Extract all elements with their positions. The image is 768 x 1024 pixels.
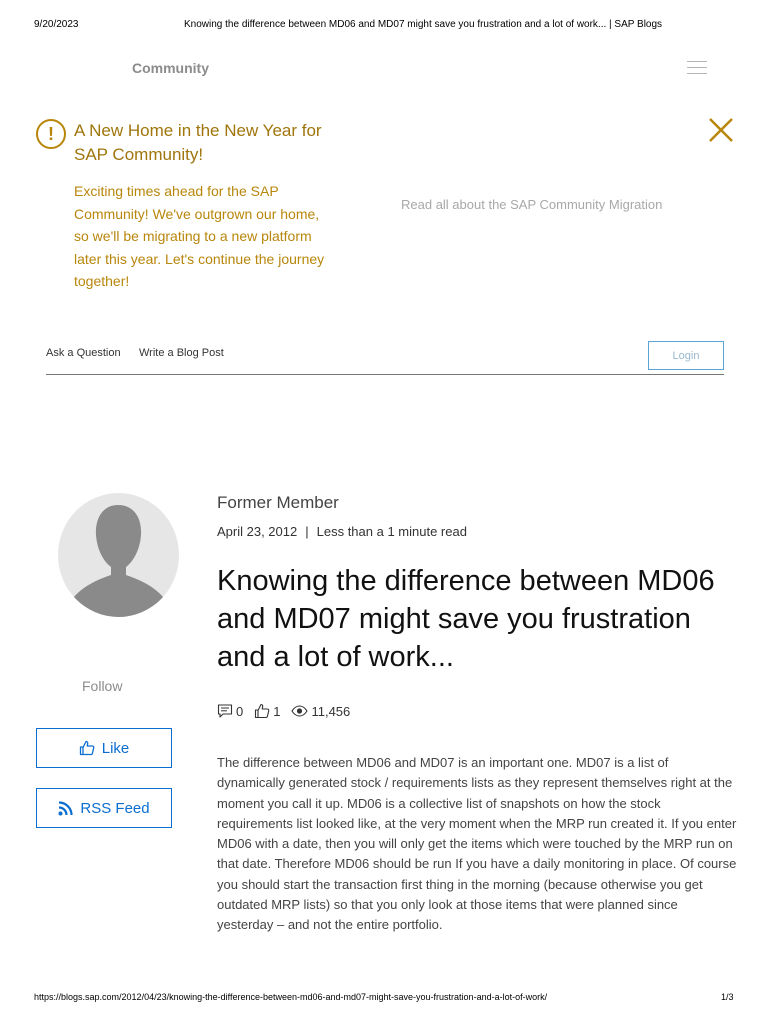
alert-circle-icon: !	[36, 119, 66, 149]
meta-separator: |	[305, 524, 309, 539]
print-title: Knowing the difference between MD06 and MD07 might save you frustration and a lot of work... | SAP Blogs	[184, 19, 663, 30]
banner-title: A New Home in the New Year for SAP Community!	[74, 121, 322, 164]
eye-icon	[291, 703, 308, 719]
like-count[interactable]	[254, 703, 280, 719]
write-blog-post-link[interactable]: Write a Blog Post	[139, 347, 224, 359]
follow-link[interactable]: Follow	[82, 678, 123, 694]
login-button[interactable]: Login	[648, 341, 724, 370]
author-name[interactable]: Former Member	[217, 493, 339, 512]
avatar	[58, 493, 179, 617]
comment-icon	[217, 703, 233, 719]
like-button[interactable]	[36, 728, 172, 768]
thumbs-up-icon	[79, 740, 95, 756]
banner-text: Exciting times ahead for the SAP Community! We've outgrown our home, so we'll be migrating to a new platform later this year. Let's continue the journey together!	[74, 183, 325, 289]
like-count-value: 1	[273, 703, 281, 719]
post-meta	[217, 524, 467, 539]
hamburger-icon[interactable]	[687, 61, 707, 75]
rss-label: RSS Feed	[80, 799, 150, 817]
comment-count[interactable]	[217, 703, 243, 719]
print-url: https://blogs.sap.com/2012/04/23/knowing-the-difference-between-md06-and-md07-might-save-you-frustration-and-a-lot-of-work/	[34, 992, 548, 1002]
read-time: Less than a 1 minute read	[316, 524, 467, 539]
view-count	[291, 703, 350, 719]
post-title: Knowing the difference between MD06 and MD07 might save you frustration and a lot of work...	[217, 565, 715, 673]
post-body: The difference between MD06 and MD07 is an important one. MD07 is a list of dynamically generated stock / requirements lists as they represent themselves right at the moment you call it up. MD06 is a collective list of snapshots on how the stock requirements list looked like, at the very moment when the MRP run created it. If you enter MD06 with a date, then you will only get the items which were touched by the MRP run on that date. Therefore MD06 should be run If you have a daily monitoring in place. Of course you should start the transaction first thing in the morning (because otherwise you get outdated MRP lists) so that you only look at those items that were planned since yesterday – and not the entire portfolio.	[217, 755, 737, 933]
view-count-value: 11,456	[311, 703, 351, 719]
comment-count-value: 0	[236, 703, 244, 719]
migration-link[interactable]: Read all about the SAP Community Migration	[401, 197, 663, 212]
post-stats	[217, 703, 361, 719]
thumbs-up-icon	[254, 703, 270, 719]
rss-icon	[58, 801, 73, 816]
print-page-number: 1/3	[721, 992, 734, 1002]
community-logo[interactable]: Community	[132, 60, 209, 76]
like-label: Like	[101, 739, 130, 757]
rss-feed-button[interactable]	[36, 788, 172, 828]
nav-divider	[46, 374, 724, 375]
print-date: 9/20/2023	[34, 19, 79, 30]
post-date: April 23, 2012	[217, 524, 298, 539]
close-icon[interactable]	[706, 115, 736, 145]
ask-question-link[interactable]: Ask a Question	[46, 347, 121, 359]
user-silhouette-icon	[58, 493, 179, 617]
